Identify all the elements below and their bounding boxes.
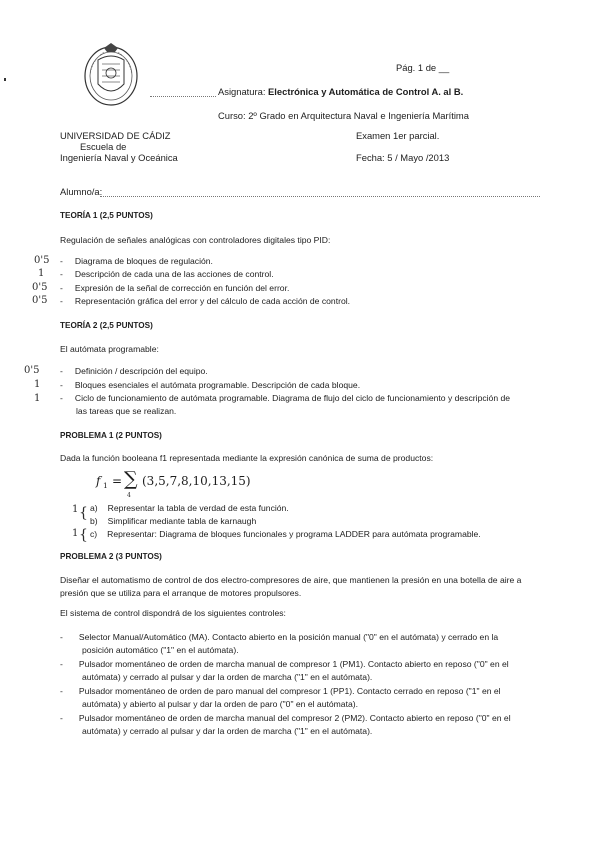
formula-terms: (3,5,7,8,10,13,15) <box>142 474 251 488</box>
formula-lhs-sub: 1 <box>103 481 108 490</box>
teoria1-item-4: - Representación gráfica del error y del cálculo de cada acción de control. <box>60 296 351 306</box>
school-line-2: Ingeniería Naval y Oceánica <box>60 152 178 163</box>
university-seal-logo <box>82 40 140 108</box>
problema2-title: PROBLEMA 2 (3 PUNTOS) <box>60 552 162 561</box>
problema1-item-c: c) Representar: Diagrama de bloques funcionales y programa LADDER para autómata programable. <box>90 529 481 539</box>
problema1-intro: Dada la función booleana f1 representada mediante la expresión canónica de suma de productos: <box>60 453 434 463</box>
page-number: Pág. 1 de __ <box>396 62 450 73</box>
problema1-mark-a: 1 <box>72 504 79 515</box>
control-item-ma: - Selector Manual/Automático (MA). Contacto abierto en la posición manual ("0" en el autómata) y cerrado en la posición automático ("1" en el autómata). <box>60 632 499 655</box>
teoria1-item-1: - Diagrama de bloques de regulación. <box>60 256 213 266</box>
teoria2-item-3: - Ciclo de funcionamiento de autómata programable. Diagrama de flujo del ciclo de funcionamiento y descripción de las tareas que se realizan. <box>60 393 511 416</box>
control-item-pm2: - Pulsador momentáneo de orden de marcha manual del compresor 2 (PM2). Contacto abierto en reposo ("0" en el autómata) y cerrado al pulsar y dar la orden de marcha ("1" en el autómata). <box>60 713 511 736</box>
student-label: Alumno/a: <box>60 186 103 197</box>
subject-line <box>218 86 463 97</box>
formula-sigma-sub: 4 <box>127 492 131 499</box>
subject-prefix: Asignatura: <box>218 86 266 97</box>
problema1-item-b: b) Simplificar mediante tabla de karnaugh <box>90 516 257 526</box>
subject-title: Electrónica y Automática de Control A. al B. <box>268 86 464 97</box>
left-margin-dot <box>4 78 6 81</box>
teoria2-item-2: - Bloques esenciales el autómata programable. Descripción de cada bloque. <box>60 380 361 390</box>
teoria2-title: TEORÍA 2 (2,5 PUNTOS) <box>60 321 153 330</box>
exam-date: Fecha: 5 / Mayo /2013 <box>356 152 450 163</box>
teoria1-intro: Regulación de señales analógicas con controladores digitales tipo PID: <box>60 235 331 245</box>
student-rule <box>100 196 540 197</box>
control-item-pm1: - Pulsador momentáneo de orden de marcha manual de compresor 1 (PM1). Contacto abierto en reposo ("0" en el autómata) y cerrado al pulsar y dar la orden de marcha ("1" en el autómata). <box>60 659 509 682</box>
problema2-controls-intro: El sistema de control dispondrá de los siguientes controles: <box>60 608 286 618</box>
university-name: UNIVERSIDAD DE CÁDIZ <box>60 130 171 141</box>
control-item-pp1: - Pulsador momentáneo de orden de paro manual del compresor 1 (PP1). Contacto cerrado en reposo ("1" en el autómata) y abierto al pulsar y dar la orden de paro ("0" en el autómata). <box>60 686 501 709</box>
teoria1-mark-1: 0'5 <box>34 255 50 266</box>
problema1-brace-c: { <box>79 527 88 543</box>
teoria1-item-3: - Expresión de la señal de corrección en función del error. <box>60 283 290 293</box>
teoria2-mark-3: 1 <box>34 393 41 404</box>
teoria1-mark-3: 0'5 <box>32 282 48 293</box>
teoria2-intro: El autómata programable: <box>60 344 159 354</box>
formula-equals: = <box>112 474 123 488</box>
teoria1-title: TEORÍA 1 (2,5 PUNTOS) <box>60 211 153 220</box>
teoria1-item-2: - Descripción de cada una de las acciones de control. <box>60 269 274 279</box>
exam-title: Examen 1er parcial. <box>356 130 440 141</box>
teoria1-mark-4: 0'5 <box>32 295 48 306</box>
problema1-brace-ab: { <box>79 505 88 521</box>
school-line-1: Escuela de <box>80 141 127 152</box>
teoria2-item-1: - Definición / descripción del equipo. <box>60 366 208 376</box>
teoria1-mark-2: 1 <box>38 268 45 279</box>
problema1-title: PROBLEMA 1 (2 PUNTOS) <box>60 431 162 440</box>
teoria2-mark-1: 0'5 <box>24 365 40 376</box>
subject-rule <box>150 96 216 97</box>
teoria2-mark-2: 1 <box>34 379 41 390</box>
formula-sigma: ∑ <box>124 468 138 490</box>
problema1-mark-c: 1 <box>72 528 79 539</box>
problema2-intro: Diseñar el automatismo de control de dos electro-compresores de aire, que mantienen la presión en una botella de aire a presión que se utiliza para el arranque de motores propulsores. <box>60 575 522 598</box>
formula-lhs: f <box>96 474 101 488</box>
problema1-item-a: a) Representar la tabla de verdad de esta función. <box>90 503 289 513</box>
course: Curso: 2º Grado en Arquitectura Naval e Ingeniería Marítima <box>218 110 469 121</box>
